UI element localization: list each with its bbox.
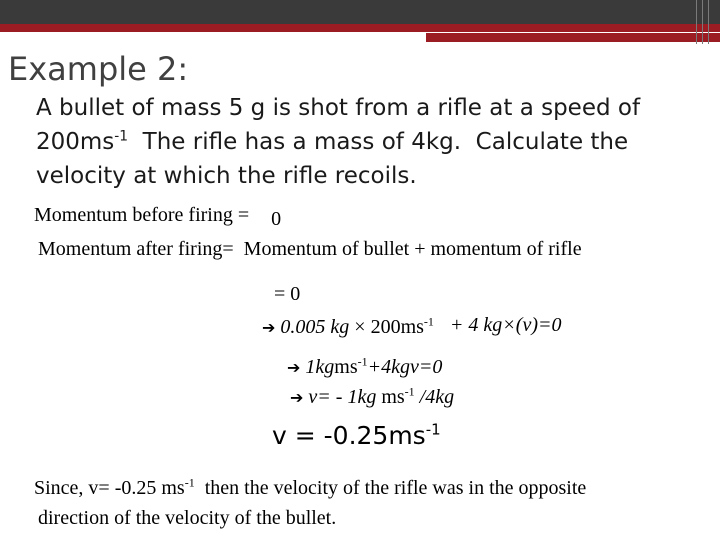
conclusion-line-1	[34, 477, 586, 500]
equation-zero: = 0	[274, 283, 301, 305]
conclusion-rest: then the velocity of the rifle was in the opposite	[194, 477, 587, 499]
problem-line-2-rest: The rifle has a mass of 4kg. Calculate the	[128, 129, 629, 155]
momentum-before-label: Momentum before firing =	[34, 204, 250, 226]
arrow-right-icon: ➔	[262, 318, 276, 337]
conclusion-exponent: -1	[184, 475, 195, 490]
step-3-exponent: -1	[404, 384, 415, 399]
momentum-before	[34, 204, 282, 230]
slide-title: Example 2:	[8, 50, 189, 88]
step-1-exponent: -1	[423, 314, 434, 329]
result-exponent: -1	[425, 420, 441, 439]
header-bar	[0, 0, 720, 24]
step-3-unit: ms	[376, 386, 405, 408]
problem-line-3: velocity at which the rifle recoils.	[36, 163, 417, 189]
step-3-a: v= - 1kg	[308, 386, 377, 408]
step-1-rifle: + 4 kg×(v)=0	[449, 314, 562, 336]
conclusion-value: Since, v= -0.25 ms	[34, 477, 185, 499]
momentum-before-value: 0	[271, 208, 282, 230]
result	[272, 421, 441, 450]
step-2-unit: ms	[334, 356, 358, 378]
problem-line-1: A bullet of mass 5 g is shot from a rifle at a speed of	[36, 95, 641, 121]
accent-tab	[425, 32, 720, 43]
result-value: v = -0.25ms	[272, 421, 426, 450]
problem-line-2	[36, 129, 628, 155]
problem-speed: 200ms	[36, 129, 115, 155]
arrow-right-icon: ➔	[287, 358, 301, 377]
accent-stripe	[0, 24, 720, 32]
problem-speed-exponent: -1	[114, 128, 129, 145]
step-2-c: +4kgv=0	[367, 356, 443, 378]
step-2-exponent: -1	[357, 354, 368, 369]
step-3	[290, 386, 454, 409]
decorative-lines	[690, 0, 720, 44]
step-2-a: 1kg	[305, 356, 335, 378]
step-2	[287, 356, 442, 379]
step-1-speed: × 200ms	[349, 316, 424, 338]
step-1	[262, 316, 561, 339]
step-3-c: /4kg	[414, 386, 455, 408]
step-1-mass: 0.005 kg	[280, 316, 350, 338]
conclusion-line-2: direction of the velocity of the bullet.	[38, 507, 337, 529]
arrow-right-icon: ➔	[290, 388, 304, 407]
momentum-after: Momentum after firing= Momentum of bullet + momentum of rifle	[38, 238, 582, 260]
